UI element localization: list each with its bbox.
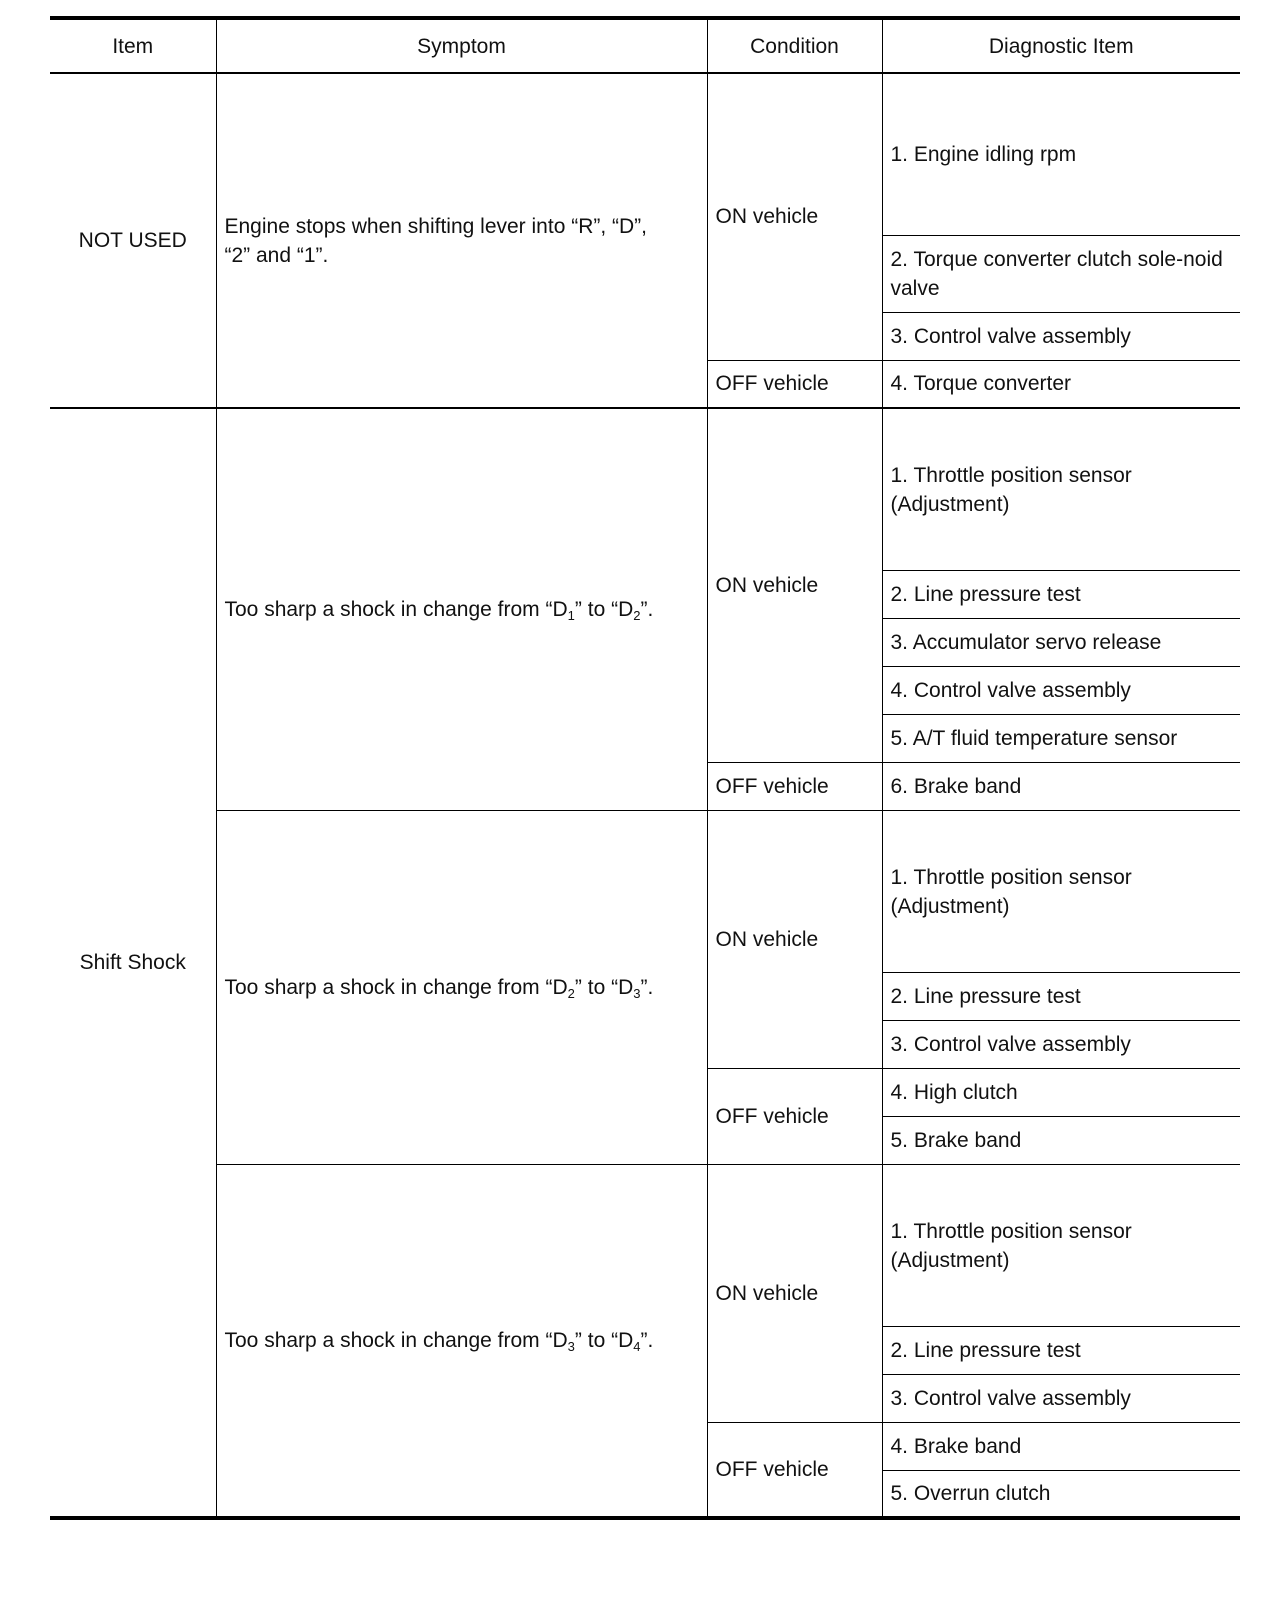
diagnostic-item-cell: 6. Brake band (882, 762, 1240, 810)
symptom-text: ”. (640, 1328, 654, 1352)
group-not-used (50, 73, 1240, 408)
condition-cell: OFF vehicle (707, 762, 882, 810)
diagnostic-item-cell: 1. Throttle position sensor (Adjustment) (882, 1164, 1240, 1326)
symptom-text: ” to “D (574, 975, 634, 999)
diagnostic-item-cell: 4. High clutch (882, 1068, 1240, 1116)
symptom-text: ”. (640, 597, 654, 621)
table-row (50, 73, 1240, 235)
condition-cell: OFF vehicle (707, 360, 882, 408)
diagnostic-item-cell: 3. Control valve assembly (882, 1374, 1240, 1422)
header-item: Item (50, 18, 216, 73)
symptom-cell (216, 408, 707, 810)
symptom-text: Too sharp a shock in change from “D (224, 597, 568, 621)
condition-cell: ON vehicle (707, 810, 882, 1068)
diagnostic-item-cell: 3. Control valve assembly (882, 312, 1240, 360)
diagnostic-item-cell: 4. Torque converter (882, 360, 1240, 408)
header-condition: Condition (707, 18, 882, 73)
condition-cell: ON vehicle (707, 1164, 882, 1422)
symptom-text: ” to “D (574, 1328, 634, 1352)
symptom-text: Too sharp a shock in change from “D (224, 975, 568, 999)
symptom-subscript: 2 (567, 985, 575, 1001)
condition-cell: OFF vehicle (707, 1068, 882, 1164)
symptom-text: ”. (640, 975, 654, 999)
symptom-cell: Engine stops when shifting lever into “R”, “D”, “2” and “1”. (216, 73, 707, 408)
diagnostic-item-cell: 1. Throttle position sensor (Adjustment) (882, 408, 1240, 570)
symptom-text: Too sharp a shock in change from “D (224, 1328, 568, 1352)
condition-cell: ON vehicle (707, 73, 882, 360)
symptom-subscript: 2 (633, 607, 641, 623)
diagnostic-item-cell: 1. Engine idling rpm (882, 73, 1240, 235)
diagnostic-item-cell: 4. Control valve assembly (882, 666, 1240, 714)
group-shift-shock (50, 408, 1240, 1518)
symptom-subscript: 4 (633, 1338, 641, 1354)
header-symptom: Symptom (216, 18, 707, 73)
condition-cell: ON vehicle (707, 408, 882, 762)
table-row (50, 1164, 1240, 1326)
table-row (50, 810, 1240, 972)
diagnostic-item-cell: 2. Torque converter clutch sole-noid valve (882, 235, 1240, 312)
diagnostic-item-cell: 5. Brake band (882, 1116, 1240, 1164)
symptom-text: ” to “D (574, 597, 634, 621)
header-row (50, 18, 1240, 73)
header-diagnostic-item: Diagnostic Item (882, 18, 1240, 73)
diagnostic-item-cell: 3. Accumulator servo release (882, 618, 1240, 666)
symptom-cell (216, 810, 707, 1164)
symptom-subscript: 1 (567, 607, 575, 623)
diagnostic-item-cell: 4. Brake band (882, 1422, 1240, 1470)
symptom-cell (216, 1164, 707, 1518)
symptom-subscript: 3 (567, 1338, 575, 1354)
diagnostic-item-cell: 1. Throttle position sensor (Adjustment) (882, 810, 1240, 972)
diagnostic-item-cell: 2. Line pressure test (882, 972, 1240, 1020)
diagnostic-item-cell: 5. A/T fluid temperature sensor (882, 714, 1240, 762)
table-header (50, 18, 1240, 73)
diagnostic-item-cell: 5. Overrun clutch (882, 1470, 1240, 1518)
item-cell: Shift Shock (50, 408, 216, 1518)
table-row (50, 408, 1240, 570)
condition-cell: OFF vehicle (707, 1422, 882, 1518)
diagnostic-item-cell: 3. Control valve assembly (882, 1020, 1240, 1068)
diagnostic-table (50, 16, 1240, 1520)
diagnostic-item-cell: 2. Line pressure test (882, 1326, 1240, 1374)
symptom-subscript: 3 (633, 985, 641, 1001)
diagnostic-item-cell: 2. Line pressure test (882, 570, 1240, 618)
item-cell: NOT USED (50, 73, 216, 408)
